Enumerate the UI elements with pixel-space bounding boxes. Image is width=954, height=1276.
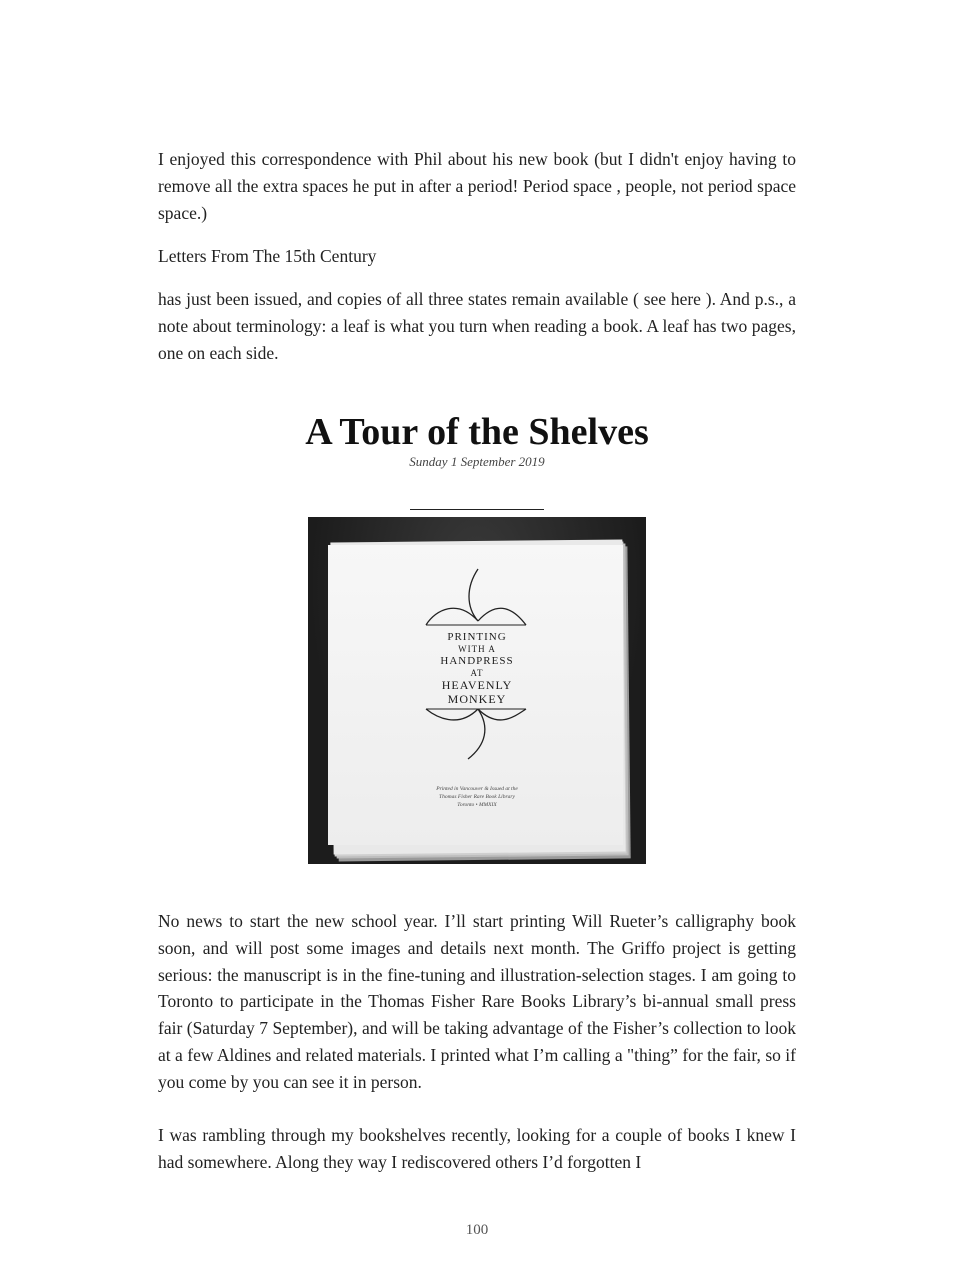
paragraph-availability: has just been issued, and copies of all three states remain available ( see here ). And p.s., a note about terminology: a leaf is what you turn when reading a book. A leaf has two pages, one on each side. xyxy=(158,289,796,363)
top-left-curve xyxy=(426,608,478,625)
bottom-left-curve xyxy=(426,709,478,720)
book-title-line: Letters From The 15th Century xyxy=(158,246,377,266)
paragraph-correspondence: I enjoyed this correspondence with Phil about his new book (but I didn't enjoy having to remove all the extra spaces he put in after a period! Period space , people, not period space space.) xyxy=(158,149,796,223)
book-line-4: AT xyxy=(470,668,484,678)
book-line-6: MONKEY xyxy=(447,692,507,706)
post-date: Sunday 1 September 2019 xyxy=(409,454,545,469)
divider xyxy=(410,509,544,510)
colophon-line-3: Toronto • MMXIX xyxy=(457,802,497,808)
paragraph-news: No news to start the new school year. I’ll start printing Will Rueter’s calligraphy book soon, and will post some images and details next month. The Griffo project is getting serious: the manuscript is in the fine-tuning and illustration-selection stages. I am going to Toronto to participate in the Thomas Fisher Rare Books Library’s bi-annual small press fair (Saturday 7 September), and will be taking advantage of the Fisher’s collection to look at a few Aldines and related materials. I printed what I’m calling a "thing” for the fair, so if you come by you can see it in person. xyxy=(158,911,796,1092)
book-line-2: WITH A xyxy=(458,644,496,654)
book-line-3: HANDPRESS xyxy=(440,655,514,667)
bottom-right-curve xyxy=(478,709,526,720)
colophon-line-1: Printed in Vancouver & Issued at the xyxy=(436,786,518,792)
top-right-curve xyxy=(478,608,526,625)
colophon-line-2: Thomas Fisher Rare Book Library xyxy=(439,794,515,800)
book-line-1: PRINTING xyxy=(447,631,507,643)
paragraph-rambling: I was rambling through my bookshelves recently, looking for a couple of books I knew I had somewhere. Along they way I rediscovered others I’d forgotten I xyxy=(158,1125,796,1172)
top-arc-mark xyxy=(469,569,478,621)
post-title: A Tour of the Shelves xyxy=(305,411,649,453)
book-photo xyxy=(308,517,646,864)
page-number: 100 xyxy=(465,1222,489,1238)
bottom-arc-mark xyxy=(468,709,485,759)
book-line-5: HEAVENLY xyxy=(441,678,513,692)
